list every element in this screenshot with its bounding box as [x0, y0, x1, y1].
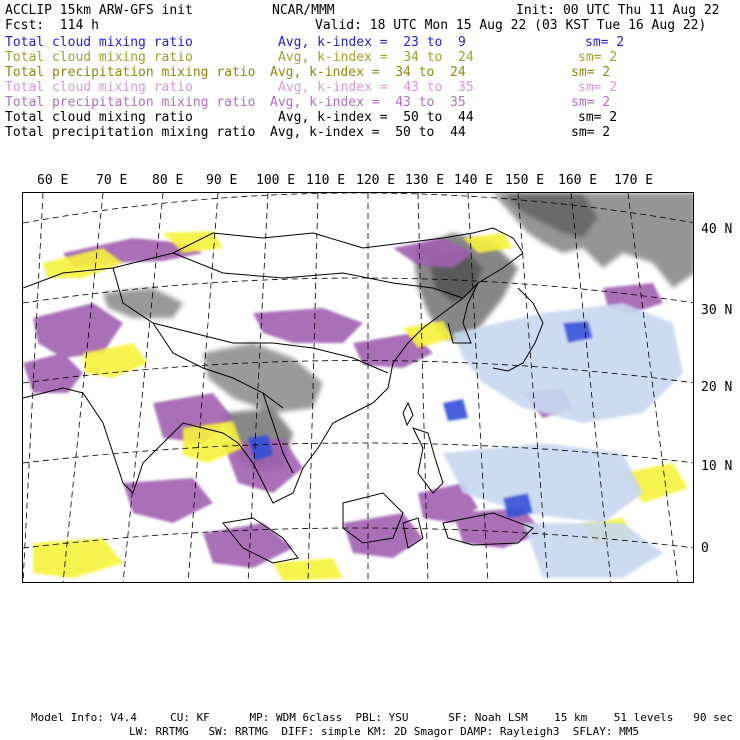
- lon-label: 110 E: [306, 173, 346, 188]
- lat-label: 10 N: [701, 459, 733, 474]
- field-range: Avg, k-index = 50 to 44: [270, 125, 466, 140]
- field-range: Avg, k-index = 50 to 44: [278, 110, 474, 125]
- field-name: Total precipitation mixing ratio: [5, 65, 256, 80]
- field-row: [5, 50, 735, 65]
- valid-time: Valid: 18 UTC Mon 15 Aug 22 (03 KST Tue 16 Aug 22): [315, 18, 707, 33]
- lon-label: 170 E: [614, 173, 654, 188]
- field-name: Total precipitation mixing ratio: [5, 95, 256, 110]
- field-name: Total precipitation mixing ratio: [5, 125, 256, 140]
- cloud-region-tibet: [203, 343, 323, 413]
- field-smoothing: sm= 2: [578, 110, 618, 125]
- lon-label: 130 E: [405, 173, 445, 188]
- field-smoothing: sm= 2: [578, 80, 618, 95]
- lon-label: 90 E: [206, 173, 238, 188]
- lat-label: 20 N: [701, 380, 733, 395]
- init-time: Init: 00 UTC Thu 11 Aug 22: [516, 3, 720, 18]
- cloud-patch-pakistan: [23, 353, 83, 393]
- forecast-map: [22, 192, 694, 583]
- field-row: [5, 35, 735, 50]
- lat-label: 40 N: [701, 222, 733, 237]
- model-title: ACCLIP 15km ARW-GFS init: [5, 3, 193, 18]
- cloud-region-himalaya: [103, 288, 183, 318]
- lon-label: 70 E: [96, 173, 128, 188]
- light-blue-patch-pacific: [453, 303, 683, 423]
- field-smoothing: sm= 2: [578, 50, 618, 65]
- field-row: [5, 65, 735, 80]
- lon-label: 60 E: [37, 173, 69, 188]
- field-range: Avg, k-index = 43 to 35: [270, 95, 466, 110]
- org-label: NCAR/MMM: [272, 3, 335, 18]
- field-smoothing: sm= 2: [585, 35, 625, 50]
- lat-label: 30 N: [701, 303, 733, 318]
- field-name: Total cloud mixing ratio: [5, 35, 193, 50]
- cloud-patch-borneo: [343, 513, 423, 558]
- precip-patch-indian-ocean: [33, 538, 123, 578]
- cloud-patch-china-central: [253, 308, 363, 343]
- coast-taiwan: [403, 403, 413, 425]
- light-blue-patch-south: [523, 523, 663, 578]
- cloud-patch-indian-ocean: [123, 478, 213, 523]
- field-range: Avg, k-index = 34 to 24: [278, 50, 474, 65]
- model-info-line1: Model Info: V4.4 CU: KF MP: WDM 6class PBL: YSU SF: Noah LSM 15 km 51 levels 90 sec: [31, 711, 733, 724]
- field-smoothing: sm= 2: [571, 125, 611, 140]
- blue-patch-philippines: [443, 399, 468, 421]
- field-row: [5, 80, 735, 95]
- field-name: Total cloud mixing ratio: [5, 110, 193, 125]
- field-range: Avg, k-index = 43 to 35: [278, 80, 474, 95]
- field-row: [5, 110, 735, 125]
- map-canvas: [23, 193, 694, 583]
- model-info-line2: LW: RRTMG SW: RRTMG DIFF: simple KM: 2D Smagor DAMP: Rayleigh3 SFLAY: MM5: [129, 725, 639, 738]
- field-row: [5, 95, 735, 110]
- lon-label: 120 E: [356, 173, 396, 188]
- field-name: Total cloud mixing ratio: [5, 80, 193, 95]
- field-smoothing: sm= 2: [571, 95, 611, 110]
- lat-label: 0: [701, 541, 709, 556]
- lon-label: 80 E: [152, 173, 184, 188]
- lon-label: 100 E: [256, 173, 296, 188]
- lon-label: 140 E: [454, 173, 494, 188]
- field-range: Avg, k-index = 23 to 9: [278, 35, 466, 50]
- field-smoothing: sm= 2: [571, 65, 611, 80]
- coast-philippines: [413, 428, 443, 493]
- forecast-hour: Fcst: 114 h: [5, 18, 99, 33]
- field-row: [5, 125, 735, 140]
- field-range: Avg, k-index = 34 to 24: [270, 65, 466, 80]
- field-name: Total cloud mixing ratio: [5, 50, 193, 65]
- lon-label: 160 E: [558, 173, 598, 188]
- lon-label: 150 E: [505, 173, 545, 188]
